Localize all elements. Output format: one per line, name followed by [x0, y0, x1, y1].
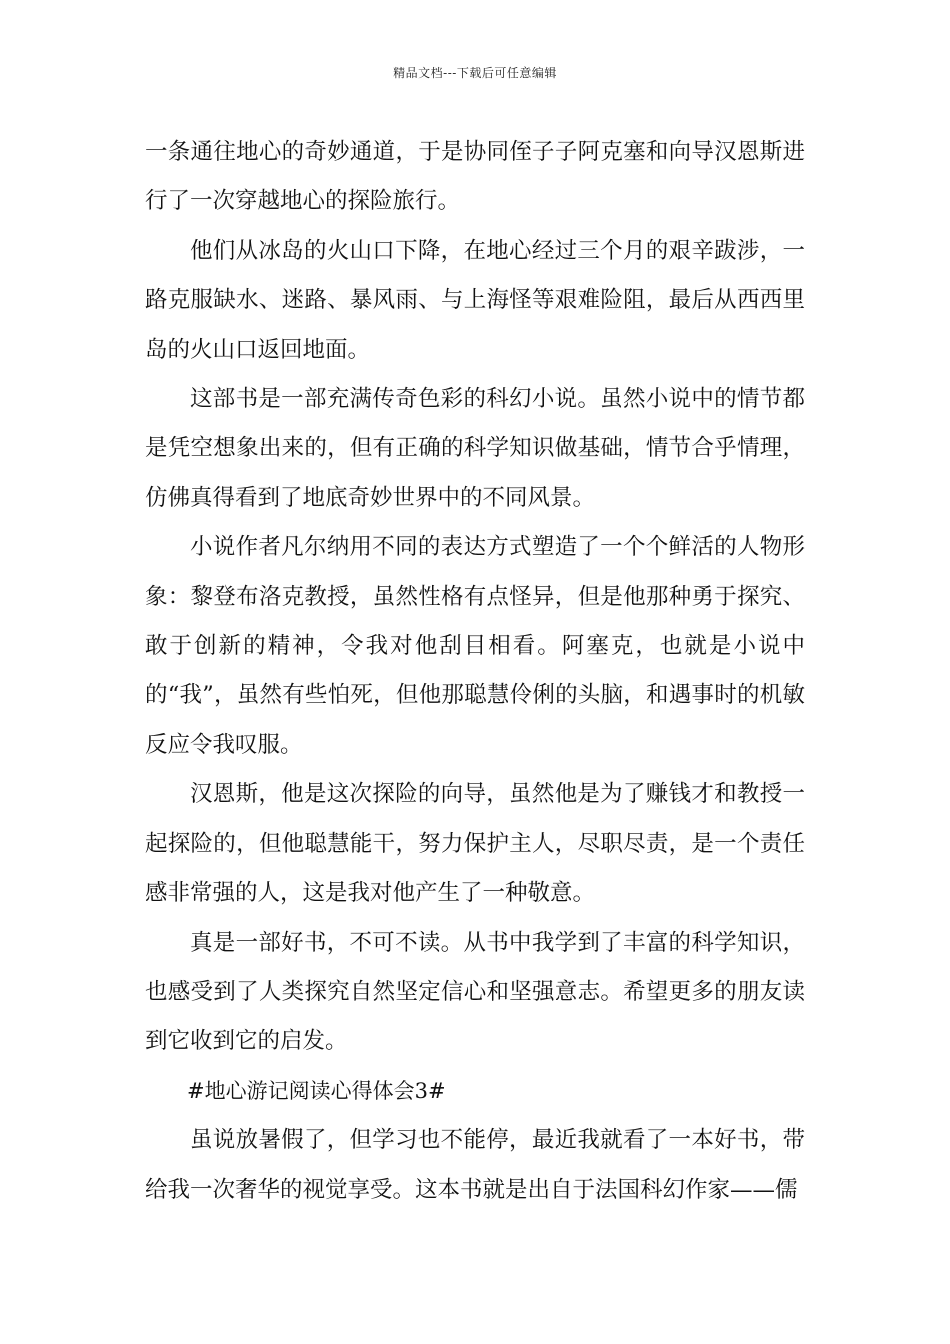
paragraph: 真是一部好书，不可不读。从书中我学到了丰富的科学知识，也感受到了人类探究自然坚定信心和坚强意志。希望更多的朋友读到它收到它的启发。: [145, 929, 805, 1055]
page-header: 精品文档---下载后可任意编辑: [393, 66, 557, 80]
document-body: [145, 128, 805, 1215]
paragraph: 虽说放暑假了，但学习也不能停，最近我就看了一本好书，带给我一次奢华的视觉享受。这本书就是出自于法国科幻作家——儒: [145, 1127, 805, 1203]
paragraph: 这部书是一部充满传奇色彩的科幻小说。虽然小说中的情节都是凭空想象出来的，但有正确的科学知识做基础，情节合乎情理，仿佛真得看到了地底奇妙世界中的不同风景。: [145, 386, 805, 511]
paragraph: 小说作者凡尔纳用不同的表达方式塑造了一个个鲜活的人物形象：黎登布洛克教授，虽然性格有点怪异，但是他那种勇于探究、敢于创新的精神，令我对他刮目相看。阿塞克，也就是小说中的“我”，虽然有些怕死，但他那聪慧伶俐的头脑，和遇事时的机敏反应令我叹服。: [145, 534, 805, 758]
paragraph: 汉恩斯，他是这次探险的向导，虽然他是为了赚钱才和教授一起探险的，但他聪慧能干，努力保护主人，尽职尽责，是一个责任感非常强的人，这是我对他产生了一种敬意。: [145, 781, 805, 907]
paragraph-continuation: 一条通往地心的奇妙通道，于是协同侄子子阿克塞和向导汉恩斯进行了一次穿越地心的探险旅行。: [145, 139, 805, 215]
paragraph: 他们从冰岛的火山口下降，在地心经过三个月的艰辛跋涉，一路克服缺水、迷路、暴风雨、与上海怪等艰难险阻，最后从西西里岛的火山口返回地面。: [145, 237, 805, 363]
section-heading: #地心游记阅读心得体会3#: [187, 1078, 446, 1103]
